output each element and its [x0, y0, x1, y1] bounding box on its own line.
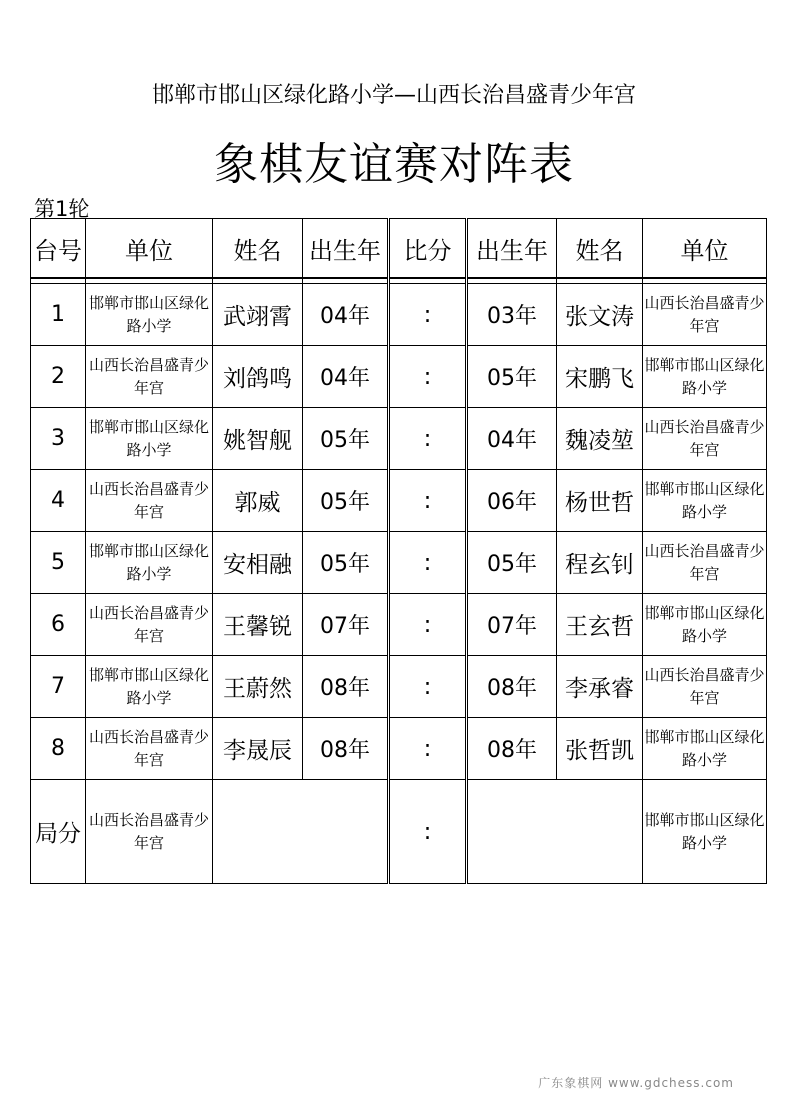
name-a: 郭威	[213, 470, 303, 532]
name-b: 王玄哲	[557, 594, 643, 656]
table-header-row	[31, 219, 767, 279]
unit-a: 邯郸市邯山区绿化路小学	[86, 532, 213, 594]
score: :	[389, 594, 467, 656]
score: :	[389, 470, 467, 532]
name-b: 张文涛	[557, 284, 643, 346]
table-row	[31, 594, 767, 656]
birth-year-a: 04年	[303, 284, 389, 346]
board-number: 3	[31, 408, 86, 470]
col-header-board: 台号	[31, 219, 86, 279]
unit-a: 山西长治昌盛青少年宫	[86, 718, 213, 780]
birth-year-b: 05年	[467, 346, 557, 408]
pairing-table	[30, 218, 767, 884]
name-b: 杨世哲	[557, 470, 643, 532]
total-unit-b: 邯郸市邯山区绿化路小学	[643, 780, 767, 884]
name-b: 宋鹏飞	[557, 346, 643, 408]
unit-a: 邯郸市邯山区绿化路小学	[86, 408, 213, 470]
birth-year-a: 05年	[303, 532, 389, 594]
birth-year-b: 08年	[467, 718, 557, 780]
col-header-unit-b: 单位	[643, 219, 767, 279]
col-header-name-a: 姓名	[213, 219, 303, 279]
score: :	[389, 532, 467, 594]
total-row	[31, 780, 767, 884]
table-row	[31, 346, 767, 408]
total-empty	[467, 780, 643, 884]
birth-year-b: 07年	[467, 594, 557, 656]
name-a: 姚智舰	[213, 408, 303, 470]
name-a: 武翊霄	[213, 284, 303, 346]
unit-b: 山西长治昌盛青少年宫	[643, 284, 767, 346]
name-a: 刘鸽鸣	[213, 346, 303, 408]
col-header-name-b: 姓名	[557, 219, 643, 279]
score: :	[389, 284, 467, 346]
unit-b: 山西长治昌盛青少年宫	[643, 656, 767, 718]
name-b: 张哲凯	[557, 718, 643, 780]
birth-year-a: 08年	[303, 718, 389, 780]
board-number: 4	[31, 470, 86, 532]
birth-year-a: 05年	[303, 470, 389, 532]
board-number: 6	[31, 594, 86, 656]
birth-year-a: 04年	[303, 346, 389, 408]
total-empty	[213, 780, 389, 884]
board-number: 2	[31, 346, 86, 408]
col-header-year-a: 出生年	[303, 219, 389, 279]
table-row	[31, 284, 767, 346]
table-row	[31, 656, 767, 718]
name-a: 王馨锐	[213, 594, 303, 656]
name-a: 王蔚然	[213, 656, 303, 718]
unit-a: 邯郸市邯山区绿化路小学	[86, 656, 213, 718]
birth-year-a: 08年	[303, 656, 389, 718]
unit-b: 邯郸市邯山区绿化路小学	[643, 346, 767, 408]
round-label: 第1轮	[34, 197, 90, 221]
subtitle: 邯郸市邯山区绿化路小学—山西长治昌盛青少年宫	[151, 83, 636, 108]
unit-b: 邯郸市邯山区绿化路小学	[643, 470, 767, 532]
name-b: 程玄钊	[557, 532, 643, 594]
unit-a: 山西长治昌盛青少年宫	[86, 594, 213, 656]
col-header-year-b: 出生年	[467, 219, 557, 279]
birth-year-a: 07年	[303, 594, 389, 656]
score: :	[389, 656, 467, 718]
birth-year-b: 04年	[467, 408, 557, 470]
birth-year-b: 03年	[467, 284, 557, 346]
birth-year-b: 05年	[467, 532, 557, 594]
name-b: 李承睿	[557, 656, 643, 718]
birth-year-b: 08年	[467, 656, 557, 718]
board-number: 5	[31, 532, 86, 594]
total-unit-a: 山西长治昌盛青少年宫	[86, 780, 213, 884]
name-a: 安相融	[213, 532, 303, 594]
score: :	[389, 408, 467, 470]
unit-a: 山西长治昌盛青少年宫	[86, 346, 213, 408]
table-row	[31, 532, 767, 594]
table-row	[31, 408, 767, 470]
board-number: 7	[31, 656, 86, 718]
total-label: 局分	[31, 780, 86, 884]
total-score: :	[389, 780, 467, 884]
birth-year-a: 05年	[303, 408, 389, 470]
unit-b: 邯郸市邯山区绿化路小学	[643, 594, 767, 656]
unit-a: 山西长治昌盛青少年宫	[86, 470, 213, 532]
name-b: 魏凌堃	[557, 408, 643, 470]
table-row	[31, 470, 767, 532]
unit-b: 山西长治昌盛青少年宫	[643, 408, 767, 470]
board-number: 8	[31, 718, 86, 780]
name-a: 李晟辰	[213, 718, 303, 780]
birth-year-b: 06年	[467, 470, 557, 532]
watermark: 广东象棋网 www.gdchess.com	[538, 1076, 734, 1090]
col-header-unit-a: 单位	[86, 219, 213, 279]
board-number: 1	[31, 284, 86, 346]
unit-b: 邯郸市邯山区绿化路小学	[643, 718, 767, 780]
table-row	[31, 718, 767, 780]
score: :	[389, 346, 467, 408]
score: :	[389, 718, 467, 780]
col-header-score: 比分	[389, 219, 467, 279]
page-title: 象棋友谊赛对阵表	[214, 139, 574, 190]
unit-a: 邯郸市邯山区绿化路小学	[86, 284, 213, 346]
unit-b: 山西长治昌盛青少年宫	[643, 532, 767, 594]
